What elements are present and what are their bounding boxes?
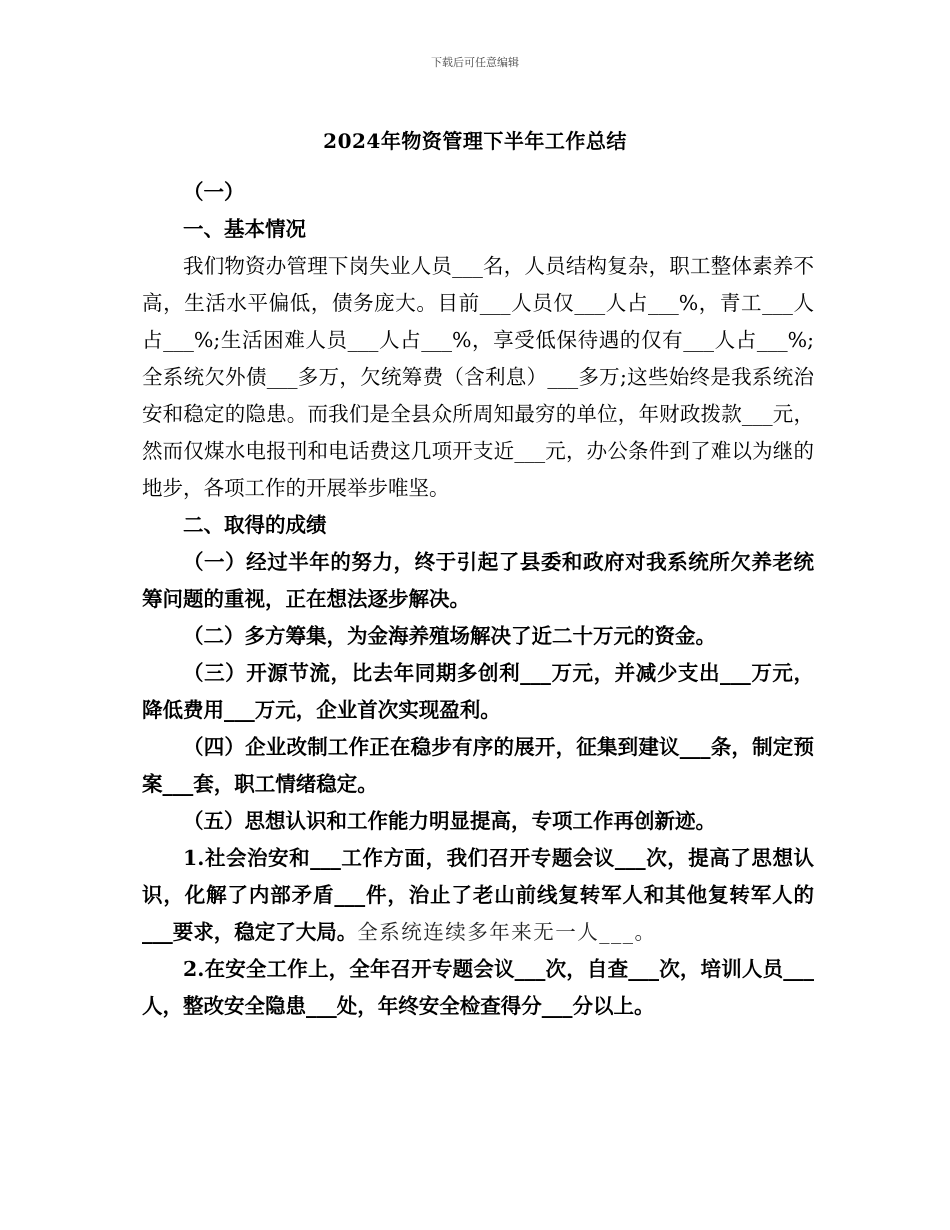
achievement-item-2: （二）多方筹集，为金海养殖场解决了近二十万元的资金。 — [183, 624, 716, 648]
achievement-item-3: （三）开源节流，比去年同期多创利___万元，并减少支出___万元，降低费用___万元，企业首次实现盈利。 — [142, 661, 814, 722]
section2-heading: 二、取得的成绩 — [183, 513, 327, 537]
achievement-item-1: （一）经过半年的努力，终于引起了县委和政府对我系统所欠养老统筹问题的重视，正在想法逐步解决。 — [142, 550, 814, 611]
point-1-bold-text: 1.社会治安和___工作方面，我们召开专题会议___次，提高了思想认识，化解了内部矛盾___件，治止了老山前线复转军人和其他复转军人的___要求，稳定了大局。 — [142, 846, 814, 944]
section1-paragraph: 我们物资办管理下岗失业人员___名，人员结构复杂，职工整体素养不高，生活水平偏低，债务庞大。目前___人员仅___人占___%，青工___人占___%;生活困难人员___人占___%，享受低保待遇的仅有___人占___%;全系统欠外债___多万，欠统筹费（含利息）___多万;这些始终是我系统治安和稳定的隐患。而我们是全县众所周知最穷的单位，年财政拨款___元，然而仅煤水电报刊和电话费这几项开支近___元，办公条件到了难以为继的地步，各项工作的开展举步唯坚。 — [142, 254, 814, 500]
document-body — [142, 174, 814, 1025]
point-1-light-text: 全系统连续多年来无一人___。 — [357, 920, 657, 944]
section-marker: （一） — [183, 180, 245, 204]
document-title: 2024年物资管理下半年工作总结 — [323, 129, 627, 153]
achievement-item-4: （四）企业改制工作正在稳步有序的展开，征集到建议___条，制定预案___套，职工情绪稳定。 — [142, 735, 814, 796]
point-2: 2.在安全工作上，全年召开专题会议___次，自查___次，培训人员___人，整改安全隐患___处，年终安全检查得分___分以上。 — [142, 957, 814, 1018]
section1-heading: 一、基本情况 — [183, 217, 306, 241]
header-note: 下载后可任意编辑 — [431, 56, 519, 69]
achievement-item-5: （五）思想认识和工作能力明显提高，专项工作再创新迹。 — [183, 809, 716, 833]
point-1 — [142, 840, 814, 951]
